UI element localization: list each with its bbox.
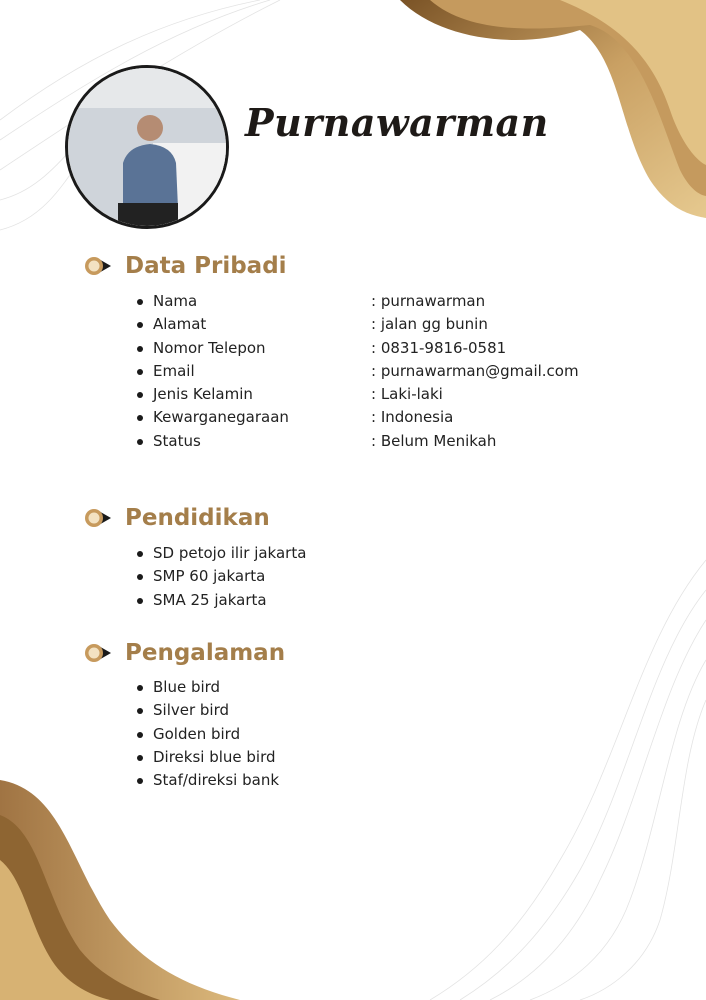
list-item: Staf/direksi bank <box>136 769 279 792</box>
field-value: : purnawarman <box>371 292 486 310</box>
list-item: SMP 60 jakarta <box>136 565 306 588</box>
education-list <box>136 542 306 612</box>
personal-values <box>371 290 579 453</box>
field-label: Kewarganegaraan <box>136 406 289 429</box>
profile-photo <box>65 65 229 229</box>
bullet-circle-arrow-icon <box>83 508 113 528</box>
section-heading-personal <box>83 253 287 279</box>
list-item: Direksi blue bird <box>136 746 279 769</box>
field-value: : jalan gg bunin <box>371 315 488 334</box>
field-label: Nama <box>136 290 289 313</box>
person-name: Purnawarman <box>245 100 549 145</box>
section-title: Pendidikan <box>125 505 270 531</box>
section-heading-education <box>83 505 270 531</box>
field-label: Email <box>136 360 289 383</box>
field-label: Status <box>136 430 289 453</box>
bullet-circle-arrow-icon <box>83 643 113 663</box>
list-item: Silver bird <box>136 699 279 722</box>
bullet-circle-arrow-icon <box>83 256 113 276</box>
list-item: SMA 25 jakarta <box>136 589 306 612</box>
experience-list <box>136 676 279 792</box>
bottom-left-gold-wave <box>0 780 240 1000</box>
field-value: : Indonesia <box>371 408 454 427</box>
list-item: Blue bird <box>136 676 279 699</box>
list-item: SD petojo ilir jakarta <box>136 542 306 565</box>
field-label: Jenis Kelamin <box>136 383 289 406</box>
section-title: Pengalaman <box>125 640 286 666</box>
section-title: Data Pribadi <box>125 253 287 279</box>
field-value: : Laki-laki <box>371 385 443 404</box>
field-value: : 0831-9816-0581 <box>371 338 507 357</box>
field-label: Alamat <box>136 313 289 336</box>
field-value: : purnawarman@gmail.com <box>371 361 579 380</box>
personal-labels <box>136 290 289 453</box>
field-value: : Belum Menikah <box>371 431 497 450</box>
list-item: Golden bird <box>136 723 279 746</box>
field-label: Nomor Telepon <box>136 337 289 360</box>
section-heading-experience <box>83 640 285 666</box>
person-photo-placeholder <box>68 68 226 226</box>
